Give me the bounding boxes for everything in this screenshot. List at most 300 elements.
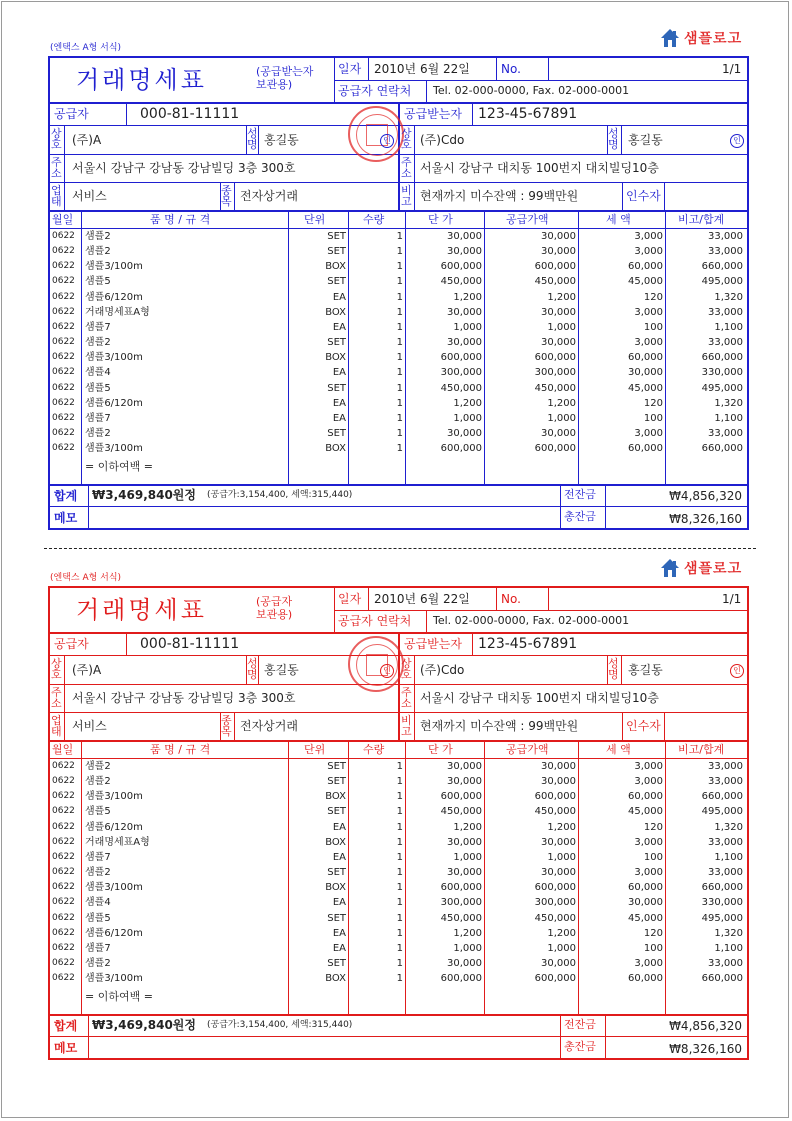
cell-price: 30,000 <box>447 867 482 879</box>
cell-date: 0622 <box>52 246 75 257</box>
cell-date: 0622 <box>52 897 75 908</box>
cell-supply: 30,000 <box>541 836 576 848</box>
cell-supply: 600,000 <box>534 791 576 803</box>
cell-price: 30,000 <box>447 306 482 318</box>
cell-qty: 1 <box>396 851 403 863</box>
cell-supply: 1,000 <box>547 412 576 424</box>
business-item: 전자상거래 <box>240 719 298 733</box>
cell-qty: 1 <box>396 927 403 939</box>
logo-text: 샘플로고 <box>684 31 743 47</box>
col-tax: 세 액 <box>606 213 631 226</box>
cell-qty: 1 <box>396 942 403 954</box>
receiver-company-label: 상 호 <box>401 657 412 681</box>
prev-balance-label: 전잔금 <box>564 488 596 501</box>
cell-total: 330,000 <box>701 897 743 909</box>
total-balance-value: ₩8,326,160 <box>669 1042 742 1056</box>
supplier-owner: 홍길동 <box>264 663 299 677</box>
cell-price: 450,000 <box>440 276 482 288</box>
cell-tax: 100 <box>643 942 663 954</box>
cell-total: 33,000 <box>708 867 743 879</box>
cell-total: 495,000 <box>701 276 743 288</box>
cell-name: 거래명세표A형 <box>85 836 150 848</box>
cell-date: 0622 <box>52 882 75 893</box>
cell-unit: BOX <box>325 306 346 318</box>
table-row <box>50 397 747 412</box>
col-qty: 수량 <box>363 743 385 756</box>
cell-name: 샘플3/100m <box>85 882 143 894</box>
cell-name: 샘플2 <box>85 957 111 969</box>
supplier-company: (주)A <box>72 663 102 677</box>
cell-qty: 1 <box>396 791 403 803</box>
cell-total: 660,000 <box>701 443 743 455</box>
cell-name: 샘플6/120m <box>85 821 143 833</box>
cell-date: 0622 <box>52 973 75 984</box>
cell-qty: 1 <box>396 261 403 273</box>
col-name: 품 명 / 규 격 <box>150 743 211 756</box>
cell-supply: 1,200 <box>547 927 576 939</box>
cell-name: 샘플5 <box>85 806 111 818</box>
cell-date: 0622 <box>52 306 75 317</box>
cell-name: 샘플7 <box>85 412 111 424</box>
cell-total: 660,000 <box>701 973 743 985</box>
cell-qty: 1 <box>396 367 403 379</box>
cell-price: 1,200 <box>453 927 482 939</box>
total-balance-label: 총잔금 <box>564 1040 596 1053</box>
cell-price: 300,000 <box>440 897 482 909</box>
cell-price: 1,000 <box>453 851 482 863</box>
copy-type-line1: (공급받는자 <box>256 65 314 78</box>
receiver-address-label: 주 소 <box>401 686 412 710</box>
table-row <box>50 427 747 442</box>
cell-tax: 120 <box>643 291 663 303</box>
total-label: 합계 <box>54 489 78 503</box>
cell-total: 1,100 <box>714 942 743 954</box>
cell-qty: 1 <box>396 427 403 439</box>
cell-supply: 600,000 <box>534 352 576 364</box>
cell-unit: BOX <box>325 973 346 985</box>
cell-total: 33,000 <box>708 761 743 772</box>
cell-total: 33,000 <box>708 337 743 349</box>
cell-tax: 3,000 <box>634 306 663 318</box>
cell-name: 샘플7 <box>85 851 111 863</box>
cell-price: 1,000 <box>453 412 482 424</box>
receiver-owner: 홍길동 <box>628 663 663 677</box>
cell-date: 0622 <box>52 957 75 968</box>
cell-unit: SET <box>327 337 346 349</box>
cell-tax: 45,000 <box>628 382 663 394</box>
receiver-company: (주)Cdo <box>420 663 465 677</box>
cell-tax: 60,000 <box>628 791 663 803</box>
cell-total: 1,100 <box>714 321 743 333</box>
supplier-owner: 홍길동 <box>264 133 299 147</box>
cell-price: 1,000 <box>453 942 482 954</box>
cell-total: 33,000 <box>708 776 743 788</box>
date-value: 2010년 6월 22일 <box>374 592 470 606</box>
supplier-owner-label: 성 명 <box>247 127 258 151</box>
cell-qty: 1 <box>396 443 403 455</box>
cell-supply: 300,000 <box>534 897 576 909</box>
end-note-row <box>50 459 747 474</box>
prev-balance-label: 전잔금 <box>564 1018 596 1031</box>
statement-form <box>48 56 749 530</box>
cell-name: 샘플6/120m <box>85 927 143 939</box>
cell-total: 1,320 <box>714 291 743 303</box>
cell-name: 샘플2 <box>85 337 111 349</box>
copy-type-line1: (공급자 <box>256 595 293 608</box>
cell-supply: 1,000 <box>547 321 576 333</box>
cell-unit: EA <box>332 412 346 424</box>
receiver-reg-no: 123-45-67891 <box>478 106 578 122</box>
cell-name: 샘플7 <box>85 321 111 333</box>
total-amount: ₩3,469,840원정 <box>92 1018 196 1032</box>
cell-tax: 120 <box>643 397 663 409</box>
sample-logo <box>660 556 742 580</box>
cell-total: 660,000 <box>701 261 743 273</box>
cell-unit: EA <box>332 927 346 939</box>
no-label: No. <box>501 592 521 606</box>
table-row <box>50 881 747 896</box>
cell-supply: 30,000 <box>541 231 576 242</box>
total-balance-label: 총잔금 <box>564 510 596 523</box>
page-number: 1/1 <box>722 592 742 606</box>
receiver-label: 공급받는자 <box>404 107 462 121</box>
cell-price: 600,000 <box>440 882 482 894</box>
cell-unit: EA <box>332 897 346 909</box>
form-title: 거래명세표 <box>76 66 207 94</box>
cell-unit: BOX <box>325 836 346 848</box>
receiver-owner-label: 성 명 <box>608 127 619 151</box>
cell-price: 30,000 <box>447 836 482 848</box>
cell-unit: BOX <box>325 443 346 455</box>
acceptor-label: 인수자 <box>626 189 661 203</box>
no-label: No. <box>501 62 521 76</box>
table-row <box>50 366 747 381</box>
cell-date: 0622 <box>52 836 75 847</box>
cell-total: 1,320 <box>714 927 743 939</box>
col-qty: 수량 <box>363 213 385 226</box>
cell-unit: BOX <box>325 791 346 803</box>
cell-date: 0622 <box>52 412 75 423</box>
cell-qty: 1 <box>396 321 403 333</box>
supplier-company: (주)A <box>72 133 102 147</box>
table-row <box>50 805 747 820</box>
business-item: 전자상거래 <box>240 189 298 203</box>
business-item-label: 종 목 <box>221 184 232 208</box>
total-breakdown: (공급가:3,154,400, 세액:315,440) <box>207 1020 353 1030</box>
form-note: (엔택스 A형 서식) <box>50 43 122 53</box>
cell-name: 샘플6/120m <box>85 397 143 409</box>
receiver-owner-label: 성 명 <box>608 657 619 681</box>
cell-qty: 1 <box>396 912 403 924</box>
cell-name: 샘플2 <box>85 761 111 772</box>
supplier-seal-mark: 인 <box>380 134 394 148</box>
form-note: (엔택스 A형 서식) <box>50 573 122 583</box>
table-row <box>50 927 747 942</box>
supplier-reg-no: 000-81-11111 <box>140 106 240 122</box>
cell-price: 1,200 <box>453 397 482 409</box>
cell-date: 0622 <box>52 867 75 878</box>
statement-form <box>48 586 749 1060</box>
house-icon <box>660 28 680 48</box>
cell-unit: BOX <box>325 261 346 273</box>
sample-logo <box>660 26 742 50</box>
cell-total: 1,100 <box>714 412 743 424</box>
table-row <box>50 821 747 836</box>
cell-tax: 45,000 <box>628 806 663 818</box>
supplier-address: 서울시 강남구 강남동 강남빌딩 3층 300호 <box>72 161 296 175</box>
table-row <box>50 260 747 275</box>
table-row <box>50 442 747 457</box>
supplier-company-label: 상 호 <box>51 657 62 681</box>
cell-tax: 60,000 <box>628 352 663 364</box>
cell-name: 샘플2 <box>85 867 111 879</box>
receiver-reg-no: 123-45-67891 <box>478 636 578 652</box>
company-seal-stamp <box>348 106 404 162</box>
cell-tax: 3,000 <box>634 776 663 788</box>
cell-unit: EA <box>332 851 346 863</box>
cell-unit: SET <box>327 912 346 924</box>
cell-name: 샘플2 <box>85 246 111 258</box>
col-date: 월일 <box>52 213 74 226</box>
cell-supply: 600,000 <box>534 973 576 985</box>
cell-total: 660,000 <box>701 882 743 894</box>
cell-qty: 1 <box>396 897 403 909</box>
cell-name: 샘플3/100m <box>85 973 143 985</box>
cell-tax: 120 <box>643 927 663 939</box>
cell-tax: 3,000 <box>634 337 663 349</box>
cell-unit: SET <box>327 867 346 879</box>
cell-qty: 1 <box>396 867 403 879</box>
cell-tax: 60,000 <box>628 261 663 273</box>
supplier-contact-value: Tel. 02-000-0000, Fax. 02-000-0001 <box>433 84 630 97</box>
total-balance-value: ₩8,326,160 <box>669 512 742 526</box>
cell-date: 0622 <box>52 821 75 832</box>
business-item-label: 종 목 <box>221 714 232 738</box>
cell-name: 샘플4 <box>85 897 111 909</box>
table-row <box>50 245 747 260</box>
table-row <box>50 351 747 366</box>
cell-tax: 3,000 <box>634 761 663 772</box>
receiver-remarks: 현재까지 미수잔액 : 99백만원 <box>420 189 579 203</box>
cell-date: 0622 <box>52 851 75 862</box>
memo-label: 메모 <box>54 511 78 525</box>
cell-total: 660,000 <box>701 791 743 803</box>
cell-date: 0622 <box>52 443 75 454</box>
table-row <box>50 957 747 972</box>
company-seal-stamp <box>348 636 404 692</box>
cell-supply: 450,000 <box>534 806 576 818</box>
cell-name: 샘플4 <box>85 367 111 379</box>
cell-date: 0622 <box>52 927 75 938</box>
cell-name: 샘플3/100m <box>85 443 143 455</box>
cell-date: 0622 <box>52 806 75 817</box>
col-price: 단 가 <box>428 743 453 756</box>
cell-date: 0622 <box>52 367 75 378</box>
date-value: 2010년 6월 22일 <box>374 62 470 76</box>
cell-unit: SET <box>327 957 346 969</box>
cell-price: 1,200 <box>453 291 482 303</box>
cell-supply: 450,000 <box>534 276 576 288</box>
cell-supply: 600,000 <box>534 882 576 894</box>
cell-unit: SET <box>327 761 346 772</box>
supplier-seal-mark: 인 <box>380 664 394 678</box>
col-total: 비고/합계 <box>678 743 725 756</box>
receiver-address: 서울시 강남구 대치동 100번지 대치빌딩10층 <box>420 161 659 175</box>
cell-total: 33,000 <box>708 427 743 439</box>
supplier-company-label: 상 호 <box>51 127 62 151</box>
receiver-owner: 홍길동 <box>628 133 663 147</box>
remarks-label: 비 고 <box>401 184 412 208</box>
cell-supply: 30,000 <box>541 867 576 879</box>
table-row <box>50 851 747 866</box>
table-row <box>50 790 747 805</box>
col-supply: 공급가액 <box>506 213 549 226</box>
cell-qty: 1 <box>396 291 403 303</box>
table-row <box>50 836 747 851</box>
cell-date: 0622 <box>52 776 75 787</box>
cell-date: 0622 <box>52 291 75 302</box>
cell-tax: 120 <box>643 821 663 833</box>
cell-tax: 30,000 <box>628 367 663 379</box>
table-row <box>50 382 747 397</box>
cell-qty: 1 <box>396 821 403 833</box>
acceptor-label: 인수자 <box>626 719 661 733</box>
cell-supply: 30,000 <box>541 761 576 772</box>
supplier-contact-label: 공급자 연락처 <box>338 84 412 98</box>
cell-tax: 100 <box>643 321 663 333</box>
cell-supply: 30,000 <box>541 427 576 439</box>
cell-supply: 600,000 <box>534 261 576 273</box>
cell-date: 0622 <box>52 942 75 953</box>
col-unit: 단위 <box>304 213 326 226</box>
cell-total: 330,000 <box>701 367 743 379</box>
total-breakdown: (공급가:3,154,400, 세액:315,440) <box>207 490 353 500</box>
cell-tax: 30,000 <box>628 897 663 909</box>
col-date: 월일 <box>52 743 74 756</box>
cell-date: 0622 <box>52 231 75 241</box>
table-row <box>50 336 747 351</box>
cell-unit: EA <box>332 821 346 833</box>
supplier-contact-label: 공급자 연락처 <box>338 614 412 628</box>
supplier-reg-no: 000-81-11111 <box>140 636 240 652</box>
cell-qty: 1 <box>396 306 403 318</box>
prev-balance-value: ₩4,856,320 <box>669 1019 742 1033</box>
col-tax: 세 액 <box>606 743 631 756</box>
cell-tax: 3,000 <box>634 246 663 258</box>
col-supply: 공급가액 <box>506 743 549 756</box>
cell-total: 33,000 <box>708 231 743 242</box>
cell-price: 600,000 <box>440 443 482 455</box>
cell-unit: EA <box>332 291 346 303</box>
business-type: 서비스 <box>72 189 107 203</box>
cell-unit: EA <box>332 942 346 954</box>
copy-type-line2: 보관용) <box>256 78 293 91</box>
cell-tax: 3,000 <box>634 957 663 969</box>
cell-price: 300,000 <box>440 367 482 379</box>
cell-supply: 30,000 <box>541 306 576 318</box>
cell-total: 33,000 <box>708 957 743 969</box>
table-row <box>50 912 747 927</box>
cell-tax: 45,000 <box>628 912 663 924</box>
cell-tax: 45,000 <box>628 276 663 288</box>
cell-price: 450,000 <box>440 912 482 924</box>
cell-unit: SET <box>327 231 346 242</box>
cell-date: 0622 <box>52 337 75 348</box>
cell-tax: 3,000 <box>634 867 663 879</box>
col-total: 비고/합계 <box>678 213 725 226</box>
cell-supply: 1,200 <box>547 821 576 833</box>
business-type-label: 업 태 <box>51 184 62 208</box>
cell-date: 0622 <box>52 261 75 272</box>
table-row <box>50 275 747 290</box>
col-unit: 단위 <box>304 743 326 756</box>
supplier-label: 공급자 <box>54 107 89 121</box>
house-icon <box>660 558 680 578</box>
cell-tax: 100 <box>643 412 663 424</box>
cell-supply: 600,000 <box>534 443 576 455</box>
cell-total: 1,320 <box>714 821 743 833</box>
cell-total: 495,000 <box>701 912 743 924</box>
cell-name: 샘플3/100m <box>85 791 143 803</box>
cell-unit: EA <box>332 321 346 333</box>
cell-unit: SET <box>327 806 346 818</box>
cell-date: 0622 <box>52 321 75 332</box>
cell-supply: 1,000 <box>547 942 576 954</box>
end-note-row <box>50 989 747 1004</box>
cell-tax: 100 <box>643 851 663 863</box>
receiver-seal-mark: 인 <box>730 134 744 148</box>
cell-supply: 30,000 <box>541 246 576 258</box>
cell-supply: 30,000 <box>541 957 576 969</box>
cell-name: 샘플3/100m <box>85 352 143 364</box>
cell-date: 0622 <box>52 761 75 771</box>
cell-qty: 1 <box>396 836 403 848</box>
cell-price: 600,000 <box>440 261 482 273</box>
cell-price: 1,000 <box>453 321 482 333</box>
table-row <box>50 942 747 957</box>
table-row <box>50 866 747 881</box>
remarks-label: 비 고 <box>401 714 412 738</box>
business-type-label: 업 태 <box>51 714 62 738</box>
cell-name: 샘플5 <box>85 276 111 288</box>
cell-qty: 1 <box>396 761 403 772</box>
cell-total: 33,000 <box>708 246 743 258</box>
cell-name: 샘플5 <box>85 382 111 394</box>
cell-supply: 450,000 <box>534 382 576 394</box>
col-name: 품 명 / 규 격 <box>150 213 211 226</box>
cell-price: 30,000 <box>447 776 482 788</box>
cell-price: 600,000 <box>440 791 482 803</box>
table-row <box>50 321 747 336</box>
cell-qty: 1 <box>396 882 403 894</box>
cell-price: 1,200 <box>453 821 482 833</box>
cell-qty: 1 <box>396 397 403 409</box>
end-note: = 이하여백 = <box>85 990 153 1004</box>
cell-total: 495,000 <box>701 806 743 818</box>
cell-unit: SET <box>327 276 346 288</box>
cell-date: 0622 <box>52 427 75 438</box>
cell-unit: BOX <box>325 882 346 894</box>
cell-supply: 1,200 <box>547 291 576 303</box>
supplier-address: 서울시 강남구 강남동 강남빌딩 3층 300호 <box>72 691 296 705</box>
cell-date: 0622 <box>52 352 75 363</box>
cell-qty: 1 <box>396 776 403 788</box>
cell-total: 33,000 <box>708 836 743 848</box>
prev-balance-value: ₩4,856,320 <box>669 489 742 503</box>
cell-supply: 1,000 <box>547 851 576 863</box>
form-title: 거래명세표 <box>76 596 207 624</box>
supplier-owner-label: 성 명 <box>247 657 258 681</box>
